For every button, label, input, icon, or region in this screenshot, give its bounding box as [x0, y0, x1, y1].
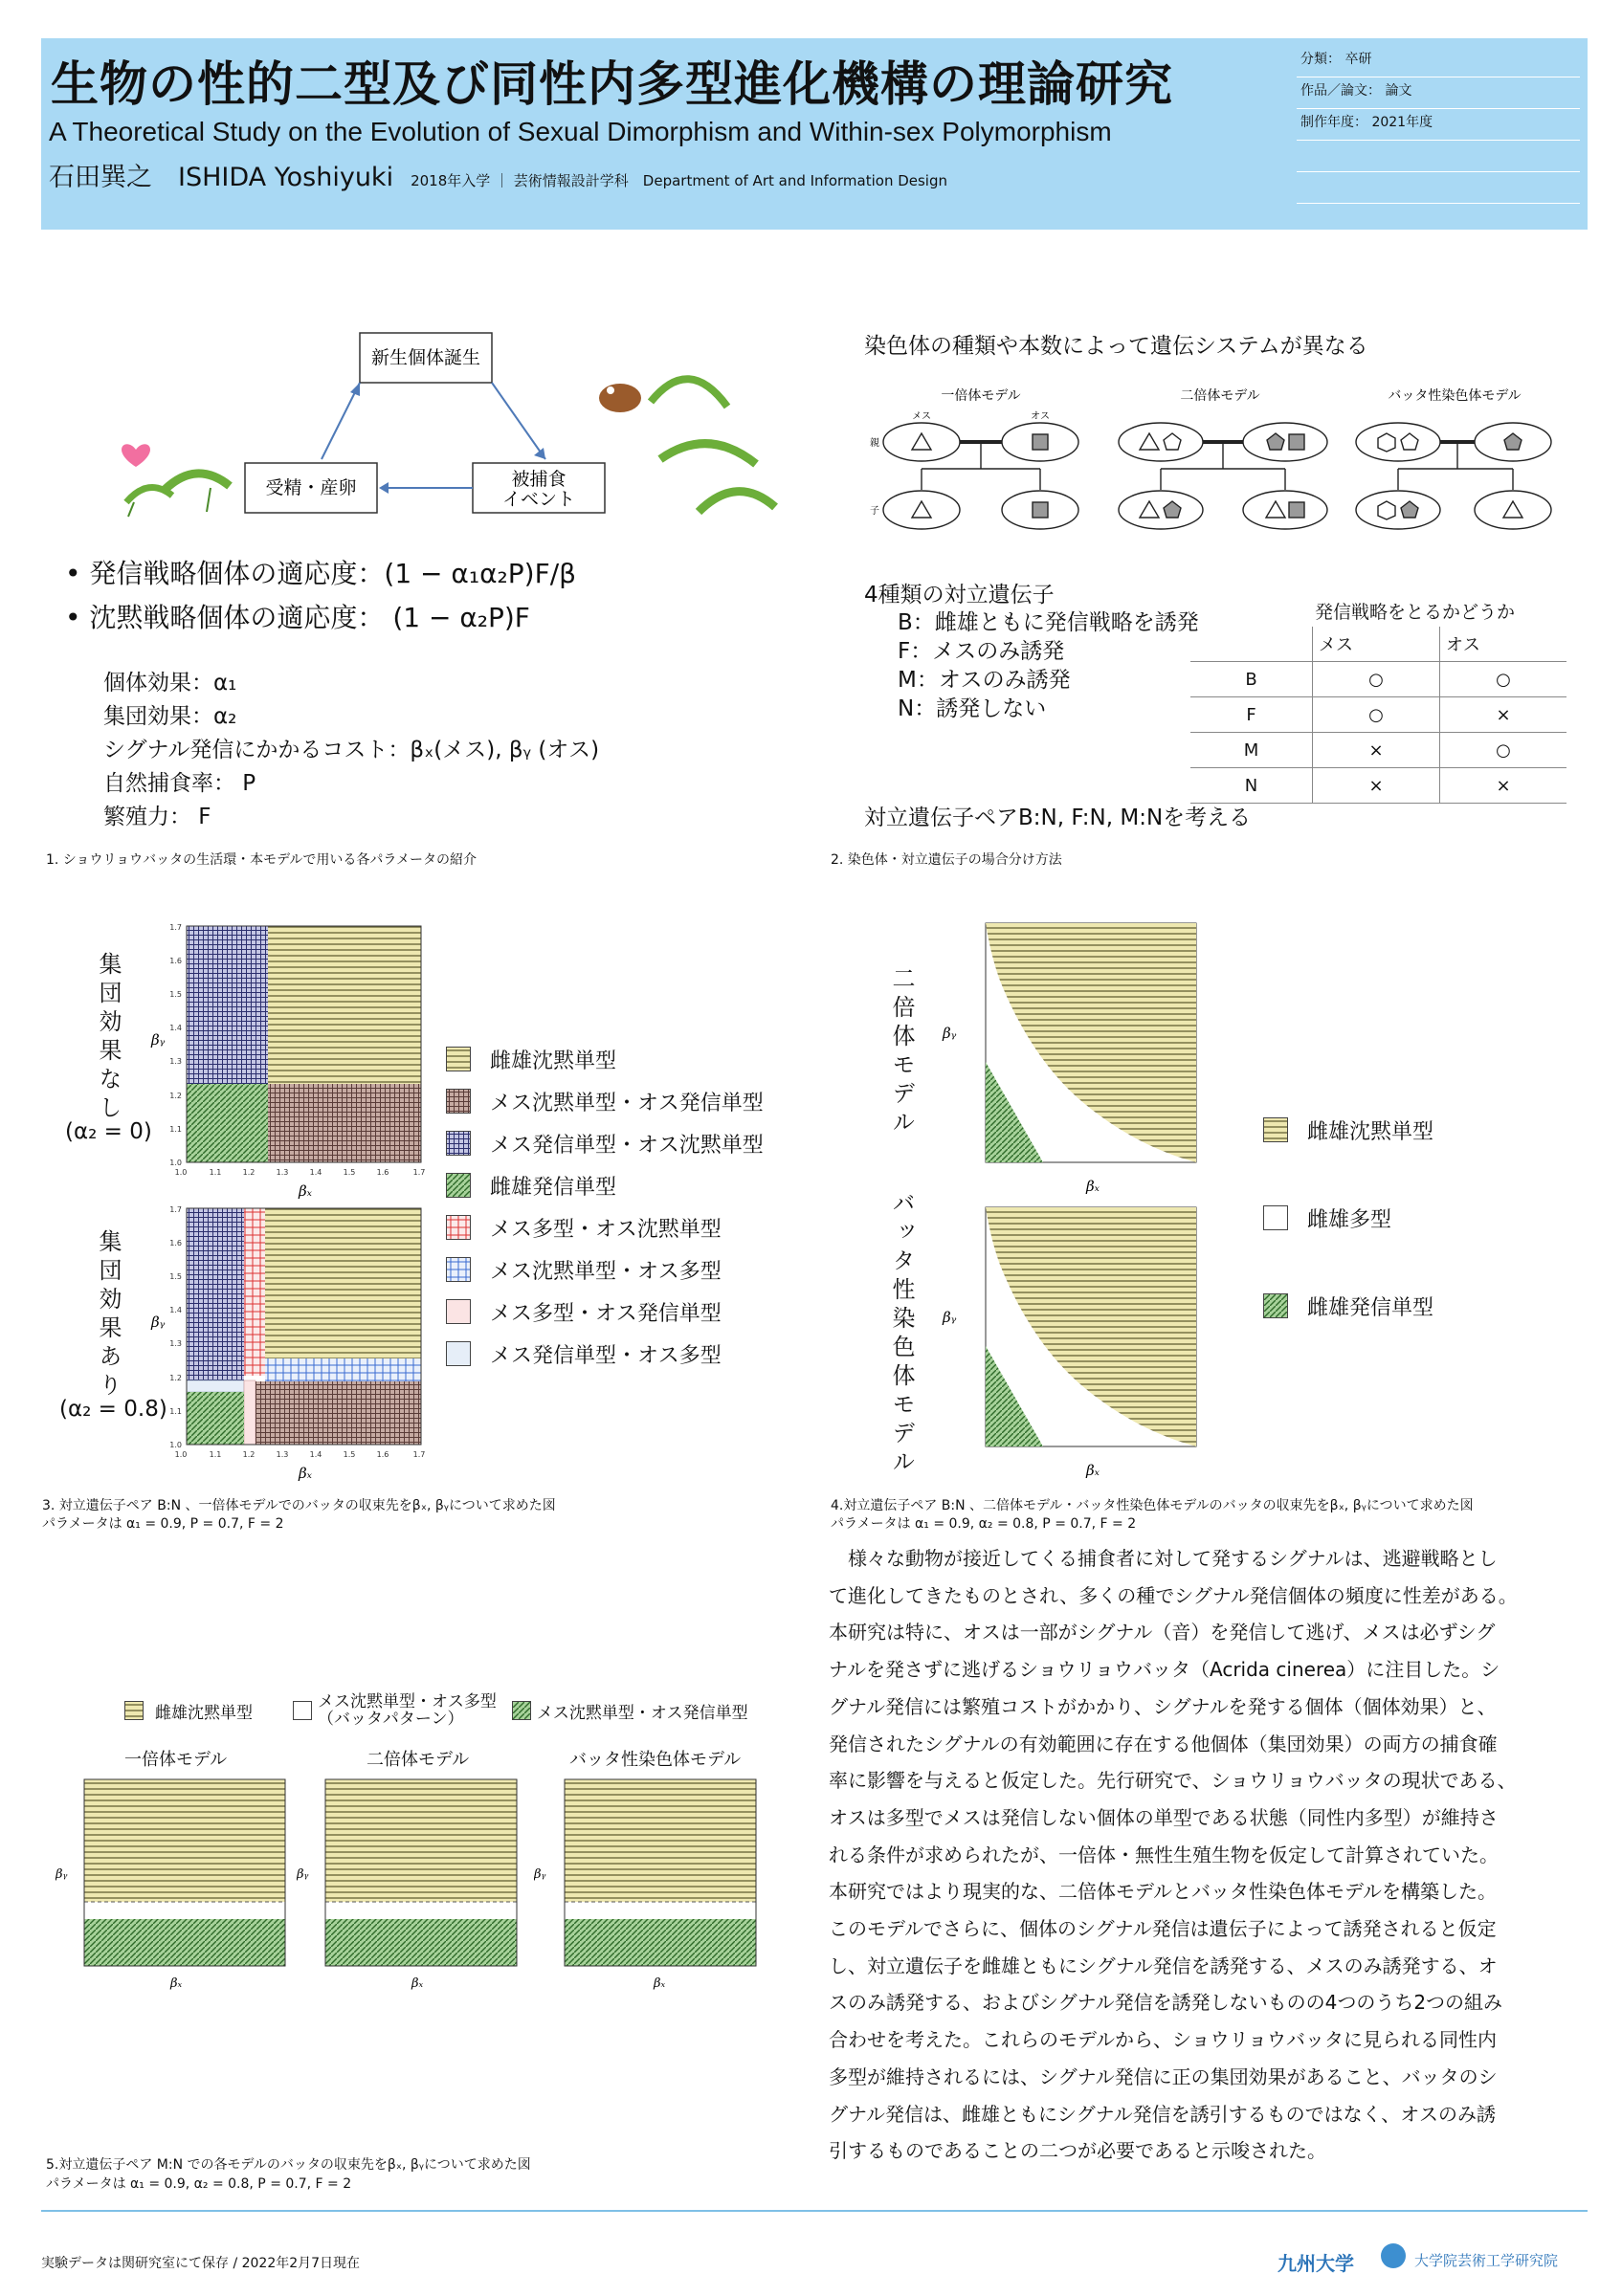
node-fert-label: 受精・産卵 — [265, 477, 357, 498]
legend-label: メス沈黙単型・オス多型 — [490, 1259, 722, 1284]
table-title: 発信戦略をとるかどうか — [1315, 602, 1516, 623]
x-axis-label: βₓ — [299, 1465, 312, 1482]
abstract-line: オスは多型でメスは発信しない個体の単型である状態（同性内多型）が維持さ — [829, 1805, 1499, 1829]
x-tick: 1.5 — [343, 1168, 356, 1177]
fig2-heading: 染色体の種類や本数によって遺伝システムが異なる — [864, 334, 1368, 359]
x-tick: 1.1 — [209, 1168, 222, 1177]
allele-list — [898, 605, 1199, 719]
cell-female: ○ — [1313, 662, 1440, 697]
table-row — [1190, 768, 1566, 804]
x-tick: 1.1 — [209, 1450, 222, 1459]
y-axis-label: βᵧ — [943, 1025, 957, 1042]
fig3-row1-param: (α₂ = 0) — [65, 1119, 152, 1144]
poster-subtitle: A Theoretical Study on the Evolution of Sexual Dimorphism and Within-sex Polymorphism — [49, 117, 1112, 146]
y-axis-label: βᵧ — [534, 1867, 546, 1882]
y-axis-label: βᵧ — [297, 1867, 309, 1882]
legend-item — [446, 1248, 764, 1291]
allele-item: B：雌雄ともに発信戦略を誘発 — [898, 610, 1199, 635]
fig1-caption: 1. ショウリョウバッタの生活環・本モデルで用いる各パラメータの紹介 — [46, 852, 477, 868]
fig3-plot-top — [134, 918, 440, 1205]
x-tick: 1.2 — [242, 1168, 256, 1177]
table-row — [1190, 627, 1566, 662]
legend-label: 雌雄発信単型 — [490, 1175, 617, 1200]
region-both-silent — [268, 926, 421, 1084]
heart-icon — [122, 444, 150, 467]
abstract-line: 多型が維持されるには、シグナル発信に正の集団効果があること、バッタのシ — [829, 2064, 1498, 2088]
table-row — [1190, 733, 1566, 768]
fig3-row2-label: 集団効果あり — [95, 1229, 122, 1402]
legend-item — [1263, 1174, 1433, 1262]
parent-label: 親 — [870, 438, 879, 449]
x-axis-label: βₓ — [1086, 1178, 1100, 1195]
table-row — [1190, 662, 1566, 697]
footer-note: 実験データは関研究室にて保存 / 2022年2月7日現在 — [41, 2256, 361, 2271]
y-axis-label: βᵧ — [151, 1314, 166, 1331]
fig3-plot-bottom — [134, 1201, 440, 1488]
fig4-caption-params: パラメータは α₁ = 0.9, α₂ = 0.8, P = 0.7, F = 2 — [831, 1516, 1137, 1532]
abstract-line: グナル発信には繁殖コストがかかり、シグナルを発する個体（個体効果）と、 — [829, 1694, 1497, 1718]
abstract-line: 合わせを考えた。これらのモデルから、ショウリョウバッタに見られる同性内 — [829, 2028, 1497, 2052]
row-allele: N — [1190, 768, 1313, 804]
legend-label: 雌雄沈黙単型 — [155, 1703, 253, 1723]
meta-row — [1297, 204, 1580, 235]
y-tick: 1.7 — [169, 1205, 182, 1214]
allele-item: M：オスのみ誘発 — [898, 668, 1071, 693]
region-male-poly — [325, 1902, 517, 1919]
table-row — [1190, 697, 1566, 733]
footer-divider — [41, 2210, 1588, 2212]
fig4-row2-label: バッタ性染色体モデル — [888, 1191, 915, 1478]
legend-label: メス沈黙単型・オス発信単型 — [490, 1091, 764, 1115]
fig5-caption: 5.対立遺伝子ペア M:N での各モデルのバッタの収束先をβₓ, βᵧについて求めた図 — [46, 2157, 531, 2173]
y-tick: 1.6 — [169, 957, 182, 965]
poster-title: 生物の性的二型及び同性内多型進化機構の理論研究 — [51, 56, 1173, 112]
y-tick: 1.7 — [169, 923, 182, 932]
legend-item — [446, 1122, 764, 1164]
y-axis-label: βᵧ — [943, 1309, 957, 1326]
cell-male: ○ — [1440, 733, 1567, 768]
region-female-signal-male-silent — [187, 1208, 244, 1380]
child-label: 子 — [870, 506, 879, 517]
fig3-row1-label: 集団効果なし — [95, 952, 122, 1124]
y-tick: 1.4 — [169, 1306, 182, 1314]
col-female: メス — [1313, 627, 1440, 662]
cell-male: × — [1440, 768, 1567, 804]
chromosome-diagram — [866, 383, 1555, 536]
allele-item: F：メスのみ誘発 — [898, 639, 1065, 664]
x-tick: 1.7 — [412, 1450, 426, 1459]
fitness-silent: • 沈黙戦略個体の適応度： (1 − α₂P)F — [65, 602, 530, 633]
fig4-plot-diploid — [933, 914, 1230, 1201]
region-female-signal-male-poly — [187, 1380, 244, 1392]
region-male-poly — [565, 1902, 756, 1919]
fig4-plot-xo — [933, 1198, 1230, 1485]
fig4-row1-label: 二倍体モデル — [888, 966, 915, 1138]
region-male-poly — [84, 1902, 285, 1919]
legend-label: 雌雄多型 — [1307, 1207, 1392, 1232]
allele-pairs: 対立遺伝子ペアB:N, F:N, M:Nを考える — [864, 806, 1252, 830]
meta-row — [1297, 172, 1580, 204]
cell-female: ○ — [1313, 697, 1440, 733]
fig3-legend — [446, 1038, 764, 1375]
y-tick: 1.0 — [169, 1441, 182, 1449]
x-tick: 1.3 — [276, 1168, 289, 1177]
abstract-line: スのみ誘発する、およびシグナル発信を誘発しないものの4つのうち2つの組み — [829, 1991, 1503, 2015]
param-list — [103, 665, 599, 832]
cell-female: × — [1313, 733, 1440, 768]
diploid-family — [1119, 423, 1327, 529]
haploid-family — [883, 423, 1078, 529]
school-name: 大学院芸術工学研究院 — [1414, 2252, 1559, 2269]
region-male-signal — [84, 1919, 285, 1966]
y-tick: 1.3 — [169, 1057, 182, 1066]
fig5-caption-params: パラメータは α₁ = 0.9, α₂ = 0.8, P = 0.7, F = 2 — [46, 2176, 352, 2192]
x-tick: 1.5 — [343, 1450, 356, 1459]
fig5-plot-diploid — [297, 1775, 545, 1995]
region-both-signal — [187, 1392, 244, 1445]
abstract-line: 発信されたシグナルの有効範囲に存在する他個体（集団効果）の両方の捕食確 — [829, 1732, 1498, 1755]
row-allele: M — [1190, 733, 1313, 768]
life-cycle-diagram — [96, 316, 785, 536]
region-both-silent — [265, 1208, 421, 1371]
y-tick: 1.4 — [169, 1024, 182, 1032]
male-label: オス — [1031, 411, 1050, 422]
y-tick: 1.1 — [169, 1407, 182, 1416]
legend-item — [446, 1291, 764, 1333]
node-pred-label: 被捕食 — [511, 469, 567, 490]
region-female-silent-male-signal — [256, 1381, 421, 1445]
legend-label: メス多型・オス発信単型 — [490, 1301, 722, 1326]
param-item: 繁殖力： F — [103, 805, 211, 829]
x-axis-label: βₓ — [299, 1182, 312, 1200]
y-tick: 1.1 — [169, 1125, 182, 1134]
fig3-caption: 3. 対立遺伝子ペア B:N 、一倍体モデルでのバッタの収束先をβₓ, βᵧについて求めた図 — [42, 1498, 556, 1513]
abstract-line: このモデルでさらに、個体のシグナル発信は遺伝子によって誘発されると仮定 — [829, 1917, 1497, 1941]
x-tick: 1.0 — [174, 1450, 188, 1459]
legend-label: （バッタパターン） — [318, 1710, 464, 1729]
legend-label: メス沈黙単型・オス発信単型 — [536, 1703, 748, 1723]
abstract-line: 引するものであることの二つが必要であると示唆された。 — [829, 2139, 1326, 2163]
x-tick: 1.7 — [412, 1168, 426, 1177]
abstract-line: 率に影響を与えると仮定した。先行研究で、ショウリョウバッタの現状である、 — [829, 1769, 1517, 1793]
region-female-silent-male-poly — [265, 1358, 421, 1381]
param-item: 自然捕食率： P — [103, 771, 256, 796]
xo-family — [1356, 423, 1551, 529]
abstract-line: ナルを発さずに逃げるショウリョウバッタ（Acrida cinerea）に注目した。シ — [829, 1658, 1500, 1682]
fig3-caption-params: パラメータは α₁ = 0.9, P = 0.7, F = 2 — [42, 1516, 284, 1532]
x-tick: 1.6 — [376, 1168, 389, 1177]
y-tick: 1.0 — [169, 1159, 182, 1167]
param-item: 集団効果：α₂ — [103, 704, 237, 729]
cell-male: × — [1440, 697, 1567, 733]
fig5-plot-haploid — [56, 1775, 304, 1995]
x-tick: 1.2 — [242, 1450, 256, 1459]
fig5-title: バッタ性染色体モデル — [569, 1750, 742, 1770]
legend-item — [446, 1038, 764, 1080]
cell-female: × — [1313, 768, 1440, 804]
legend-label-group — [318, 1693, 497, 1728]
x-axis-label: βₓ — [1086, 1462, 1100, 1479]
y-tick: 1.2 — [169, 1374, 182, 1382]
meta-row: 分類： 卒研 — [1297, 46, 1580, 77]
legend-label: メス発信単型・オス沈黙単型 — [490, 1133, 764, 1158]
legend-item — [446, 1333, 764, 1375]
legend-label: メス発信単型・オス多型 — [490, 1343, 722, 1368]
param-item: 個体効果：α₁ — [103, 671, 237, 695]
region-female-poly-male-silent — [244, 1208, 265, 1376]
y-tick: 1.5 — [169, 1272, 182, 1281]
x-axis-label: βₓ — [170, 1976, 183, 1991]
meta-row — [1297, 141, 1580, 172]
model-title: 一倍体モデル — [941, 388, 1021, 404]
x-tick: 1.4 — [309, 1450, 322, 1459]
model-title: バッタ性染色体モデル — [1388, 388, 1522, 404]
female-label: メス — [912, 411, 931, 422]
abstract-line: し、対立遺伝子を雌雄ともにシグナル発信を誘発する、メスのみ誘発する、オ — [829, 1954, 1498, 1977]
node-pred-label: イベント — [501, 489, 576, 510]
allele-item: N：誘発しない — [898, 696, 1047, 721]
y-tick: 1.6 — [169, 1239, 182, 1247]
meta-box — [1297, 46, 1580, 235]
model-title: 二倍体モデル — [1180, 388, 1260, 404]
author-line — [49, 156, 947, 193]
y-axis-label: βᵧ — [56, 1867, 68, 1882]
fig5-title: 一倍体モデル — [124, 1750, 228, 1770]
legend-label: 雌雄発信単型 — [1307, 1295, 1434, 1320]
allele-table-grid — [1190, 627, 1566, 804]
legend-item — [446, 1164, 764, 1206]
legend-item — [1263, 1262, 1433, 1350]
abstract-line: て進化してきたものとされ、多くの種でシグナル発信個体の頻度に性差がある。 — [829, 1583, 1518, 1607]
region-male-signal — [565, 1919, 756, 1966]
legend-label: 雌雄沈黙単型 — [1307, 1119, 1434, 1144]
x-axis-label: βₓ — [411, 1976, 424, 1991]
author-name: 石田巽之 ISHIDA Yoshiyuki — [49, 163, 394, 192]
meta-row: 作品／論文： 論文 — [1297, 77, 1580, 109]
fitness-signal: • 発信戦略個体の適応度：(1 − α₁α₂P)F/β — [65, 558, 576, 589]
row-allele: F — [1190, 697, 1313, 733]
fig4-legend — [1263, 1086, 1433, 1350]
fig2-caption: 2. 染色体・対立遺伝子の場合分け方法 — [831, 852, 1062, 868]
y-axis-label: βᵧ — [151, 1031, 166, 1049]
row-allele: B — [1190, 662, 1313, 697]
region-male-signal — [325, 1919, 517, 1966]
abstract-line: グナル発信は、雌雄ともにシグナル発信を誘引するものではなく、オスのみ誘 — [829, 2102, 1496, 2126]
legend-label: メス多型・オス沈黙単型 — [490, 1217, 722, 1242]
header-banner — [41, 38, 1588, 230]
abstract-line: 本研究ではより現実的な、二倍体モデルとバッタ性染色体モデルを構築した。 — [829, 1880, 1497, 1904]
abstract-line: 本研究は特に、オスは一部がシグナル（音）を発信して逃げ、メスは必ずシグ — [829, 1621, 1496, 1645]
param-item: シグナル発信にかかるコスト：βₓ(メス), βᵧ (オス) — [103, 738, 600, 762]
fig5-plot-xo — [534, 1775, 783, 1995]
legend-item — [446, 1206, 764, 1248]
legend-label: 雌雄沈黙単型 — [490, 1049, 617, 1073]
fig5-title: 二倍体モデル — [367, 1750, 470, 1770]
y-tick: 1.5 — [169, 990, 182, 999]
region-female-signal-male-silent — [187, 926, 268, 1084]
abstract-line: 様々な動物が接近してくる捕食者に対して発するシグナルは、逃避戦略とし — [829, 1547, 1498, 1570]
meta-row: 制作年度： 2021年度 — [1297, 109, 1580, 141]
x-tick: 1.4 — [309, 1168, 322, 1177]
region-both-signal — [187, 1084, 268, 1162]
fig5-legend — [124, 1693, 748, 1728]
fig4-caption: 4.対立遺伝子ペア B:N 、二倍体モデル・バッタ性染色体モデルのバッタの収束先をβₓ, βᵧについて求めた図 — [831, 1498, 1474, 1513]
x-tick: 1.0 — [174, 1168, 188, 1177]
university-logo-icon — [1381, 2243, 1406, 2268]
university-name: 九州大学 — [1278, 2252, 1354, 2275]
x-tick: 1.6 — [376, 1450, 389, 1459]
allele-table — [1190, 598, 1566, 804]
legend-item — [1263, 1086, 1433, 1174]
x-axis-label: βₓ — [654, 1976, 666, 1991]
alleles-title: 4種類の対立遺伝子 — [864, 583, 1055, 607]
fig3-row2-param: (α₂ = 0.8) — [59, 1397, 167, 1422]
node-birth-label: 新生個体誕生 — [370, 347, 481, 368]
bird-icon — [599, 379, 775, 512]
y-tick: 1.2 — [169, 1092, 182, 1100]
region-female-poly-male-signal — [244, 1380, 256, 1445]
abstract-line: れる条件が求められたが、一倍体・無性生殖生物を仮定して計算されていた。 — [829, 1843, 1499, 1866]
x-tick: 1.3 — [276, 1450, 289, 1459]
legend-label: メス沈黙単型・オス多型 — [318, 1692, 497, 1711]
region-female-silent-male-signal — [268, 1084, 421, 1162]
col-male: オス — [1440, 627, 1567, 662]
abstract — [829, 1540, 1594, 2170]
grasshopper-icon — [122, 444, 230, 517]
cell-male: ○ — [1440, 662, 1567, 697]
affiliation: 2018年入学 ｜ 芸術情報設計学科 Department of Art and Information Design — [411, 172, 948, 189]
legend-item — [446, 1080, 764, 1122]
y-tick: 1.3 — [169, 1339, 182, 1348]
